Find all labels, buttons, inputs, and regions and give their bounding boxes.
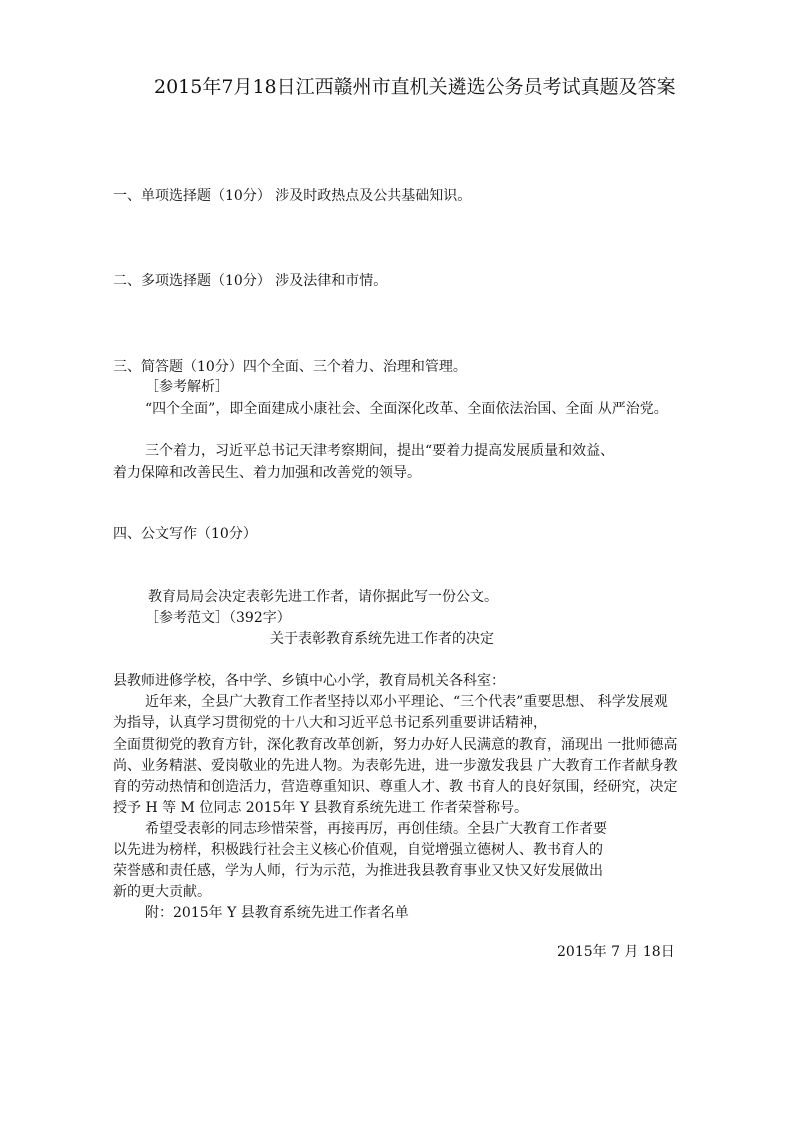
document-salutation: 县教师进修学校，各中学、乡镇中心小学，教育局机关各科室： — [113, 673, 505, 689]
document-body-line: 全面贯彻党的教育方针，深化教育改革创新，努力办好人民满意的教育，涌现出 一批师德高 — [113, 737, 678, 753]
official-document-title: 关于表彰教育系统先进工作者的决定 — [270, 631, 494, 647]
document-body-line: 为指导，认真学习贯彻党的十八大和习近平总书记系列重要讲话精神， — [113, 715, 547, 731]
document-body-line: 荣誉感和责任感，学为人师，行为示范，为推进我县教育事业又快又好发展做出 — [113, 863, 603, 879]
section-3-paragraph-2-line-1: 三个着力，习近平总书记天津考察期间，提出“要着力提高发展质量和效益、 — [145, 443, 615, 459]
document-body-line: 近年来，全县广大教育工作者坚持以邓小平理论、“三个代表”重要思想、 科学发展观 — [145, 694, 668, 710]
section-3-reference-label: ［参考解析］ — [145, 379, 229, 395]
document-body-line: 尚、业务精湛、爱岗敬业的先进人物。为表彰先进，进一步激发我县 广大教育工作者献身教 — [113, 758, 678, 774]
section-2-heading: 二、多项选择题（10分） 涉及法律和市情。 — [113, 273, 388, 289]
section-4-prompt: 教育局局会决定表彰先进工作者，请你据此写一份公文。 — [148, 589, 498, 605]
document-body-line: 育的劳动热情和创造活力，营造尊重知识、尊重人才、教 书育人的良好氛围，经研究，决定 — [113, 779, 678, 795]
section-3-paragraph-1: “四个全面”，即全面建成小康社会、全面深化改革、全面依法治国、全面 从严治党。 — [145, 401, 668, 417]
section-1-heading: 一、单项选择题（10分） 涉及时政热点及公共基础知识。 — [113, 188, 472, 204]
document-attachment-line: 附：2015年 Y 县教育系统先进工作者名单 — [145, 905, 409, 921]
document-title: 2015年7月18日江西赣州市直机关遴选公务员考试真题及答案 — [154, 76, 676, 98]
document-date: 2015年 7 月 18日 — [557, 944, 675, 960]
section-3-heading: 三、简答题（10分）四个全面、三个着力、治理和管理。 — [113, 359, 467, 375]
section-4-reference-label: ［参考范文］（392字） — [145, 610, 291, 626]
document-body-line: 新的更大贡献。 — [113, 884, 211, 900]
section-3-paragraph-2-line-2: 着力保障和改善民生、着力加强和改善党的领导。 — [113, 465, 421, 481]
document-body-line: 授予 H 等 M 位同志 2015年 Y 县教育系统先进工 作者荣誉称号。 — [113, 800, 529, 816]
document-body-line: 以先进为榜样，积极践行社会主义核心价值观，自觉增强立德树人、教书育人的 — [113, 842, 603, 858]
section-4-heading: 四、公文写作（10分） — [113, 526, 257, 542]
document-body-line: 希望受表彰的同志珍惜荣誉，再接再厉，再创佳绩。全县广大教育工作者要 — [145, 821, 607, 837]
